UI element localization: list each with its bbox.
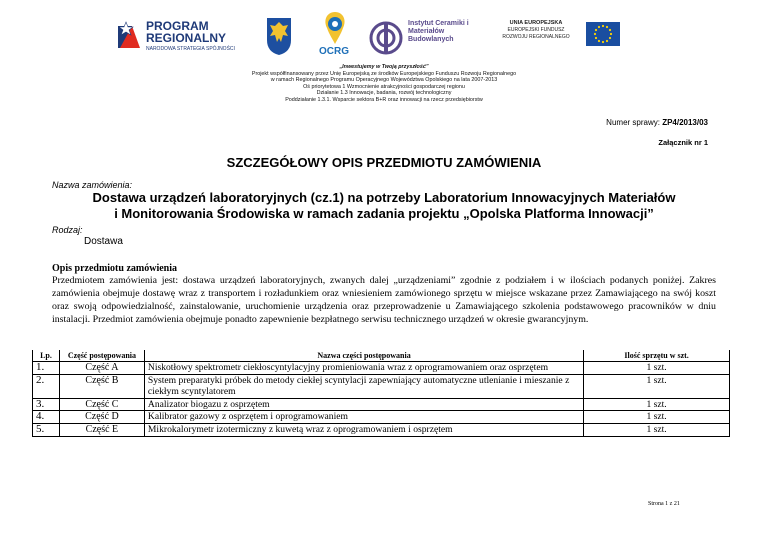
cell-quantity: 1 szt. <box>584 374 730 398</box>
cell-part: Część E <box>59 423 144 436</box>
cell-name: Niskotłowy spektrometr ciekłoscyntylacyjny promieniowania wraz z oprogramowaniem oraz osprzętem <box>144 362 583 375</box>
description-body: Przedmiotem zamówienia jest: dostawa urządzeń laboratoryjnych, zwanych dalej „urządzeniami” zgodnie z podziałem i w ilościach podanych poniżej. Zakres zamówienia obejmuje dostawę wraz z transportem i rozładunkiem oraz wniesieniem zamówionego sprzętu w miejsce wskazane przez Zamawiającego na swój koszt oraz swoją odpowiedzialność, zainstalowanie, uruchomienie urządzenia oraz przeprowadzenie u Zamawiającego szkolenia podstawowego pracowników w dniu instalacji. Przedmiot zamówienia obejmuje ponadto zapewnienie bezpłatnego serwisu technicznego urządzeń w okresie gwarancyjnym. <box>52 275 716 325</box>
case-number <box>606 118 708 127</box>
program-star-icon <box>118 20 142 54</box>
document-title: SZCZEGÓŁOWY OPIS PRZEDMIOTU ZAMÓWIENIA <box>226 155 542 170</box>
funding-motto: „Inwestujemy w Twoją przyszłość” <box>339 64 429 70</box>
opolskie-eagle-crest-icon <box>266 16 292 56</box>
column-header-name: Nazwa części postępowania <box>144 350 583 362</box>
program-logo-line2: REGIONALNY <box>146 31 227 45</box>
table-row <box>33 398 730 411</box>
table-row <box>33 362 730 375</box>
cell-lp: 1. <box>33 362 60 375</box>
cell-quantity: 1 szt. <box>584 423 730 436</box>
ocrg-logo-text: OCRG <box>319 46 349 57</box>
program-logo-line1: PROGRAM <box>146 19 209 33</box>
funding-line: w ramach Regionalnego Programu Operacyjnego Województwa Opolskiego na lata 2007-2013 <box>270 77 498 84</box>
logo-bar <box>0 8 768 64</box>
page-number: Strona 1 z 21 <box>648 501 680 507</box>
cell-name: Kalibrator gazowy z osprzętem i oprogramowaniem <box>144 411 583 424</box>
cell-lp: 4. <box>33 411 60 424</box>
order-name-label: Nazwa zamówienia: <box>52 180 133 190</box>
funding-line: Projekt współfinansowany przez Unię Europejską ze środków Europejskiego Funduszu Rozwoju Regionalnego <box>251 70 517 77</box>
funding-line: Oś priorytetowa 1 Wzmocnienie atrakcyjności gospodarczej regionu <box>303 83 465 90</box>
table-header-row <box>33 350 730 362</box>
order-type-value: Dostawa <box>84 236 123 247</box>
cell-name: Analizator biogazu z osprzętem <box>144 398 583 411</box>
funding-line: Działanie 1.3 Innowacje, badania, rozwój technologiczny <box>316 90 452 97</box>
eu-logo-text <box>490 20 582 41</box>
cell-lp: 5. <box>33 423 60 436</box>
cell-lp: 3. <box>33 398 60 411</box>
cell-part: Część B <box>59 374 144 398</box>
eu-logo-line3: ROZWOJU REGIONALNEGO <box>502 34 570 40</box>
description-heading: Opis przedmiotu zamówienia <box>52 263 177 274</box>
institute-emblem-icon <box>368 20 404 56</box>
cell-part: Część D <box>59 411 144 424</box>
cell-name: Mikrokalorymetr izotermiczny z kuwetą wraz z oprogramowaniem i osprzętem <box>144 423 583 436</box>
case-number-value: ZP4/2013/03 <box>662 118 708 127</box>
institute-logo <box>368 20 478 56</box>
eu-logo-line2: EUROPEJSKI FUNDUSZ <box>507 27 565 33</box>
table-row <box>33 411 730 424</box>
program-logo-line3: NARODOWA STRATEGIA SPÓJNOŚCI <box>146 46 235 52</box>
cell-quantity: 1 szt. <box>584 411 730 424</box>
program-regionalny-logo <box>118 18 238 62</box>
ocrg-logo <box>315 10 355 62</box>
cell-name: System preparatyki próbek do metody ciekłej scyntylacji zapewniający automatyczne utlenianie i mieszanie z ciekłym scyntylatorem <box>144 374 583 398</box>
order-parts-table <box>32 350 730 437</box>
column-header-quantity: Ilość sprzętu w szt. <box>584 350 730 362</box>
funding-line: Poddziałanie 1.3.1. Wsparcie sektora B+R oraz innowacji na rzecz przedsiębiorstw <box>285 96 483 103</box>
table-row <box>33 423 730 436</box>
institute-logo-text: Instytut Ceramiki i Materiałów Budowlanych <box>408 20 469 43</box>
ocrg-emblem-icon <box>315 10 355 46</box>
eu-logo-line1: UNIA EUROPEJSKA <box>509 20 563 26</box>
order-name <box>40 190 728 222</box>
eu-logo <box>490 20 620 60</box>
order-name-line2: i Monitorowania Środowiska w ramach zadania projektu „Opolska Platforma Innowacji” <box>114 206 654 221</box>
eu-flag-icon <box>586 22 620 46</box>
column-header-part: Część postępowania <box>59 350 144 362</box>
cell-quantity: 1 szt. <box>584 398 730 411</box>
table-row <box>33 374 730 398</box>
cell-lp: 2. <box>33 374 60 398</box>
cell-part: Część C <box>59 398 144 411</box>
order-name-line1: Dostawa urządzeń laboratoryjnych (cz.1) na potrzeby Laboratorium Innowacyjnych Materiałów <box>92 190 676 205</box>
funding-statement <box>0 64 768 104</box>
attachment-label: Załącznik nr 1 <box>658 138 708 147</box>
column-header-lp: Lp. <box>33 350 60 362</box>
case-number-label: Numer sprawy: <box>606 118 663 127</box>
cell-quantity: 1 szt. <box>584 362 730 375</box>
cell-part: Część A <box>59 362 144 375</box>
order-type-label: Rodzaj: <box>52 225 83 235</box>
